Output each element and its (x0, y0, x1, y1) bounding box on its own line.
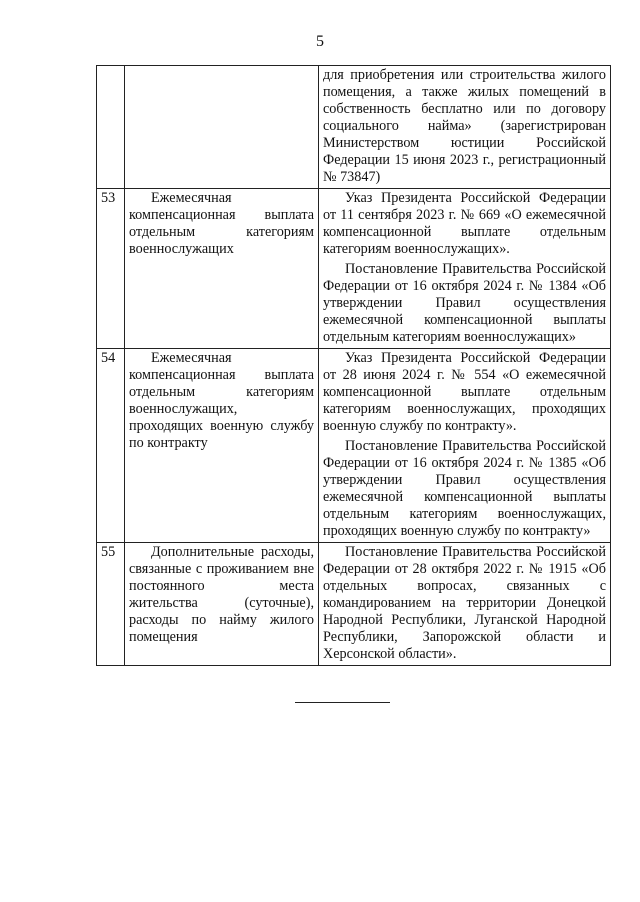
row-number: 53 (97, 189, 125, 349)
page-number: 5 (316, 33, 324, 50)
legal-basis-paragraph: Указ Президента Российской Федерации от 11 сентября 2023 г. № 669 «О ежемесячной компенсационной выплате отдельным категориям военнослужащих». (323, 190, 606, 257)
payment-name: Дополнительные расходы, связанные с проживанием вне постоянного места жительства (суточные), расходы по найму жилого помещения (125, 543, 319, 666)
legal-basis-paragraph: Постановление Правительства Российской Федерации от 16 октября 2024 г. № 1384 «Об утверждении Правил осуществления ежемесячной компенсационной выплаты отдельным категориям военнослужащих» (323, 261, 606, 345)
legal-basis (319, 66, 611, 189)
table-row (97, 543, 611, 666)
closing-rule (295, 702, 390, 703)
benefits-table (96, 65, 611, 666)
legal-basis-paragraph: для приобретения или строительства жилого помещения, а также жилых помещений в собственность бесплатно или по договору социального найма» (зарегистрирован Министерством юстиции Российской Федерации 15 июня 2023 г., регистрационный № 73847) (323, 67, 606, 185)
row-number (97, 66, 125, 189)
table-row (97, 349, 611, 543)
legal-basis (319, 189, 611, 349)
payment-name (125, 66, 319, 189)
legal-basis-paragraph: Указ Президента Российской Федерации от 28 июня 2024 г. № 554 «О ежемесячной компенсационной выплате отдельным категориям военнослужащих, проходящих военную службу по контракту». (323, 350, 606, 434)
table-row (97, 189, 611, 349)
payment-name: Ежемесячная компенсационная выплата отдельным категориям военнослужащих, проходящих военную службу по контракту (125, 349, 319, 543)
row-number: 54 (97, 349, 125, 543)
row-number: 55 (97, 543, 125, 666)
table-row (97, 66, 611, 189)
legal-basis-paragraph: Постановление Правительства Российской Федерации от 28 октября 2022 г. № 1915 «Об отдельных вопросах, связанных с командированием на территории Донецкой Народной Республики, Луганской Народной Республики, Запорожской области и Херсонской области». (323, 544, 606, 662)
legal-basis (319, 543, 611, 666)
payment-name: Ежемесячная компенсационная выплата отдельным категориям военнослужащих (125, 189, 319, 349)
legal-basis-paragraph: Постановление Правительства Российской Федерации от 16 октября 2024 г. № 1385 «Об утверждении Правил осуществления ежемесячной компенсационной выплаты отдельным категориям военнослужащих, проходящих военную службу по контракту» (323, 438, 606, 539)
legal-basis (319, 349, 611, 543)
